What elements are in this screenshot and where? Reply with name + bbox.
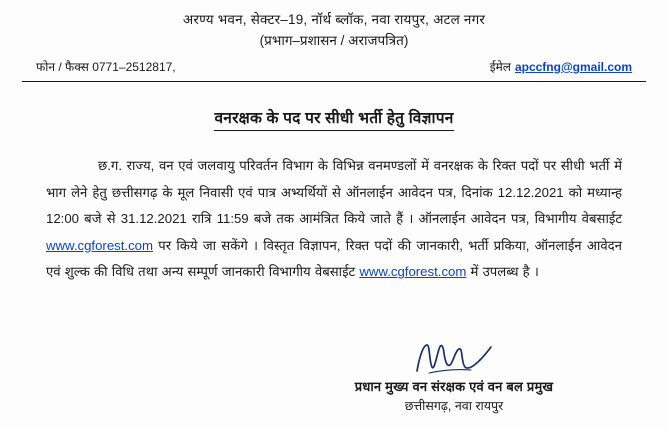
body-wrap [46, 153, 622, 286]
website-link-1[interactable]: www.cgforest.com [46, 237, 153, 253]
signature-mark [304, 337, 604, 377]
signatory-designation: प्रधान मुख्य वन संरक्षक एवं वन बल प्रमुख [354, 379, 554, 394]
phone-value: 0771–2512817, [92, 59, 176, 74]
phone-label: फोन / फैक्स [36, 59, 89, 74]
email-info [490, 58, 632, 75]
header-divider [22, 81, 646, 82]
website-link-2[interactable]: www.cgforest.com [359, 264, 467, 280]
page-title: वनरक्षक के पद पर सीधी भर्ती हेतु विज्ञापन [214, 106, 453, 131]
document-header [0, 0, 668, 52]
paragraph-part-2: पर किये जा सकेंगे । विस्तृत विज्ञापन, रिक्त पदों की जानकारी, भर्ती प्रकिया, ऑनलाईन आवेदन एवं शुल्क की विधि तथा अन्य सम्पूर्ण जानकारी विभागीय वेबसाईट [46, 237, 622, 280]
phone-info [36, 58, 176, 75]
notice-paragraph [46, 153, 622, 286]
office-address-line-2: (प्रभाग–प्रशासन / अराजपत्रित) [259, 32, 409, 48]
paragraph-part-3: में उपलब्ध है । [466, 264, 539, 280]
email-link[interactable]: apccfng@gmail.com [514, 59, 632, 74]
email-label: ईमेल [489, 59, 511, 74]
contact-row [0, 52, 668, 75]
office-address-line-1: अरण्य भवन, सेक्टर–19, नॉर्थ ब्लॉक, नवा रायपुर, अटल नगर [182, 12, 486, 27]
paragraph-part-1: छ.ग. राज्य, वन एवं जलवायु परिवर्तन विभाग के विभिन्न वनमण्डलों में वनरक्षक के रिक्त पदों पर सीधी भर्ती में भाग लेने हेतु छत्तीसगढ़ के मूल निवासी एवं पात्र अभ्यर्थियों से ऑनलाईन आवेदन पत्र, दिनांक 12.12.2021 को मध्यान्ह 12:00 बजे से 31.12.2021 रात्रि 11:59 बजे तक आमंत्रित किये जाते हैं । ऑनलाईन आवेदन पत्र, विभागीय वेबसाईट [46, 157, 622, 227]
title-wrap [0, 106, 668, 131]
signatory-place: छत्तीसगढ़, नवा रायपुर [404, 399, 504, 413]
signature-block [304, 337, 604, 414]
